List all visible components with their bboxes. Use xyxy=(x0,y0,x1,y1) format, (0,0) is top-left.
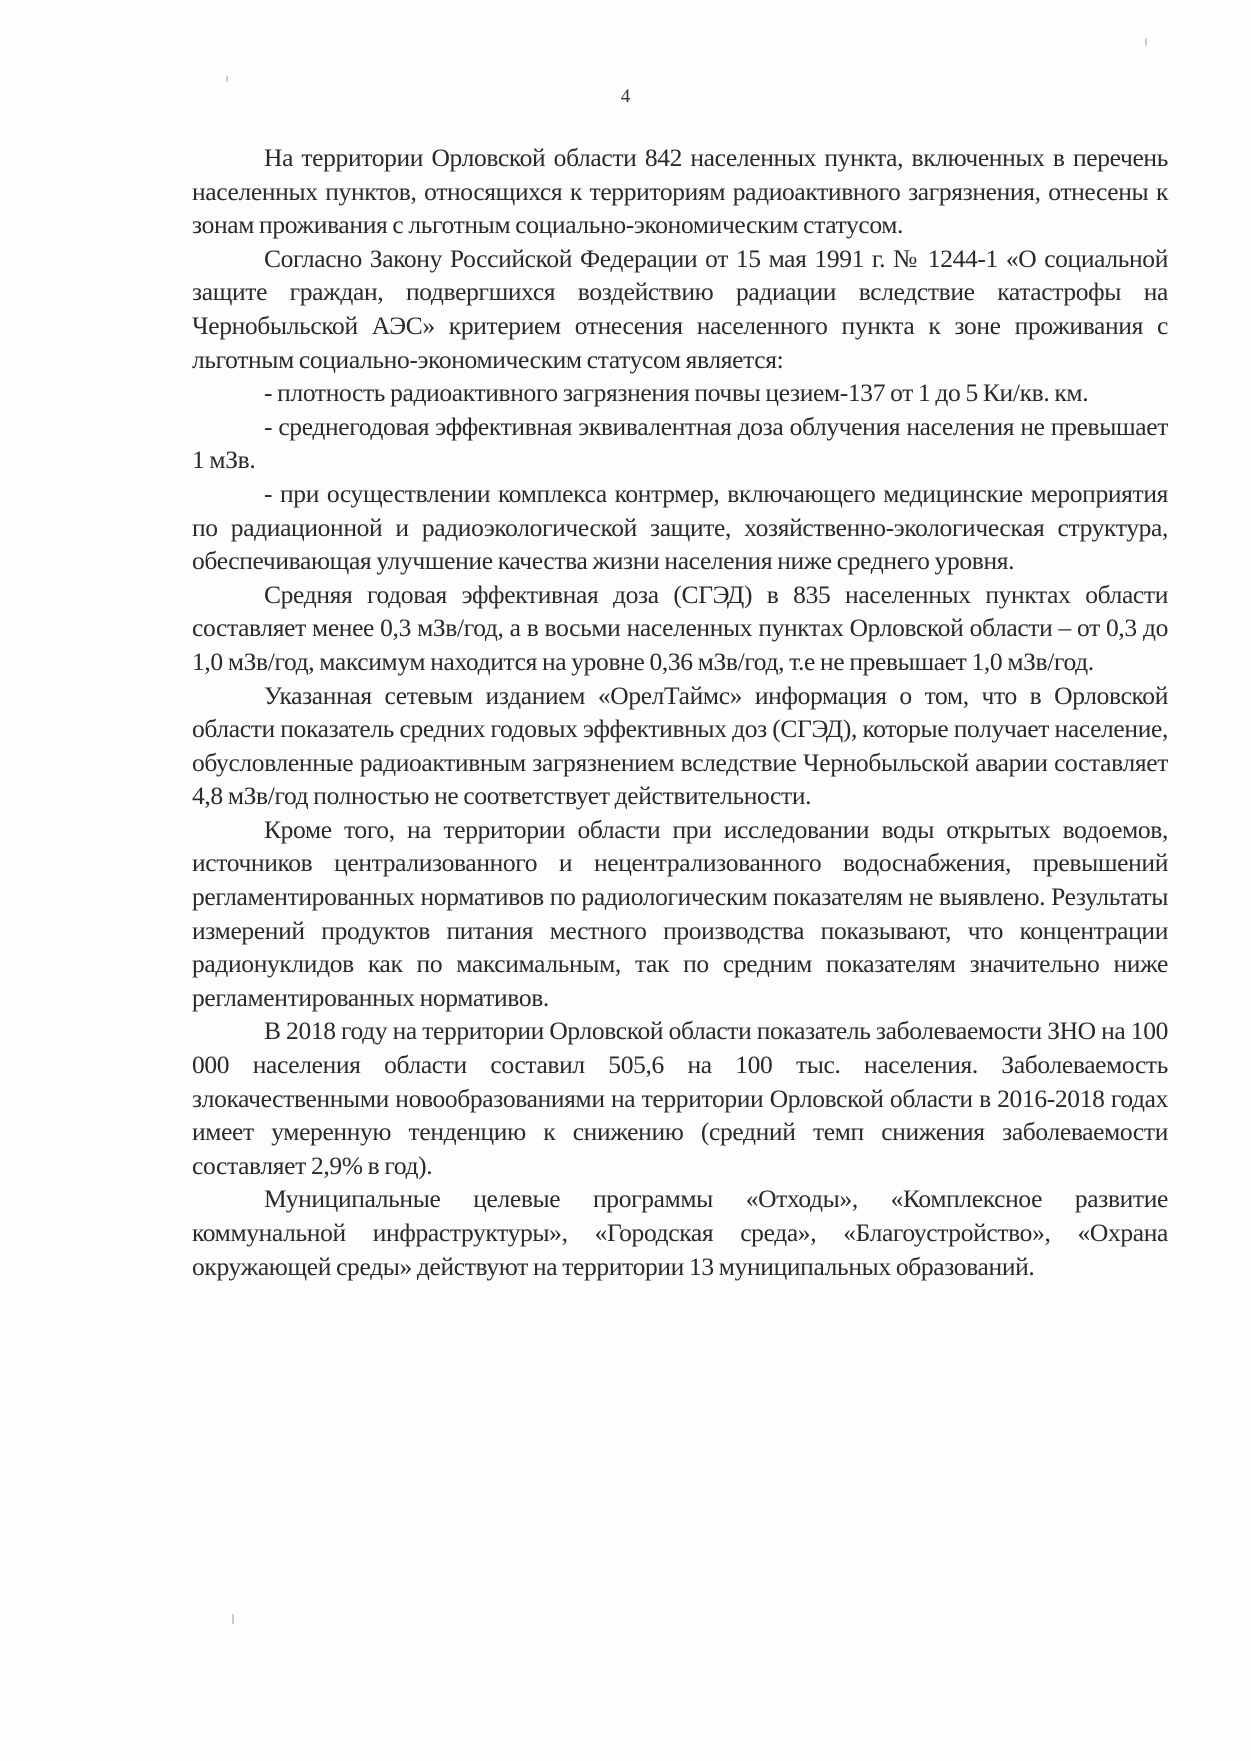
paragraph-municipal-programs: Муниципальные целевые программы «Отходы», «Комплексное развитие коммунальной инфраструктуры», «Городская среда», «Благоустройство», «Охрана окружающей среды» действуют на территории 13 муниципальных образований. xyxy=(192,1184,1168,1281)
document-body xyxy=(192,141,1168,1283)
scan-artifact xyxy=(226,76,228,82)
paragraph-water-food-testing: Кроме того, на территории области при исследовании воды открытых водоемов, источников централизованного и нецентрализованного водоснабжения, превышений регламентированных нормативов по радиологическим показателям не выявлено. Результаты измерений продуктов питания местного производства показывают, что концентрации радионуклидов как по максимальным, так по средним показателям значительно ниже регламентированных нормативов. xyxy=(192,814,1168,1012)
criterion-annual-dose: - среднегодовая эффективная эквивалентная доза облучения населения не превышает 1 мЗв. xyxy=(192,411,1168,475)
scan-artifact xyxy=(1145,38,1147,46)
paragraph-settlements: На территории Орловской области 842 населенных пункта, включенных в перечень населенных пунктов, относящихся к территориям радиоактивного загрязнения, отнесены к зонам проживания с льготным социально-экономическим статусом. xyxy=(192,143,1168,240)
paragraph-cancer-incidence: В 2018 году на территории Орловской области показатель заболеваемости ЗНО на 100 000 населения области составил 505,6 на 100 тыс. населения. Заболеваемость злокачественными новообразованиями на территории Орловской области в 2016-2018 годах имеет умеренную тенденцию к снижению (средний темп снижения заболеваемости составляет 2,9% в год). xyxy=(192,1016,1168,1180)
paragraph-federal-law: Согласно Закону Российской Федерации от 15 мая 1991 г. № 1244-1 «О социальной защите граждан, подвергшихся воздействию радиации вследствие катастрофы на Чернобыльской АЭС» критерием отнесения населенного пункта к зоне проживания с льготным социально-экономическим статусом является: xyxy=(192,243,1168,374)
scan-artifact xyxy=(232,1614,234,1624)
criterion-countermeasures: - при осуществлении комплекса контрмер, включающего медицинские мероприятия по радиационной и радиоэкологической защите, хозяйственно-экологическая структура, обеспечивающая улучшение качества жизни населения ниже среднего уровня. xyxy=(192,478,1168,576)
paragraph-average-dose: Средняя годовая эффективная доза (СГЭД) в 835 населенных пунктах области составляет менее 0,3 мЗв/год, а в восьми населенных пунктах Орловской области – от 0,3 до 1,0 мЗв/год, максимум находится на уровне 0,36 мЗв/год, т.е не превышает 1,0 мЗв/год. xyxy=(192,579,1168,676)
paragraph-oreltimes-refutation: Указанная сетевым изданием «ОрелТаймс» информация о том, что в Орловской области показатель средних годовых эффективных доз (СГЭД), которые получает население, обусловленные радиоактивным загрязнением вследствие Чернобыльской аварии составляет 4,8 мЗв/год полностью не соответствует действительности. xyxy=(192,680,1168,811)
criterion-soil-density: - плотность радиоактивного загрязнения почвы цезием-137 от 1 до 5 Ки/кв. км. xyxy=(264,378,1089,408)
page-number: 4 xyxy=(620,86,631,107)
